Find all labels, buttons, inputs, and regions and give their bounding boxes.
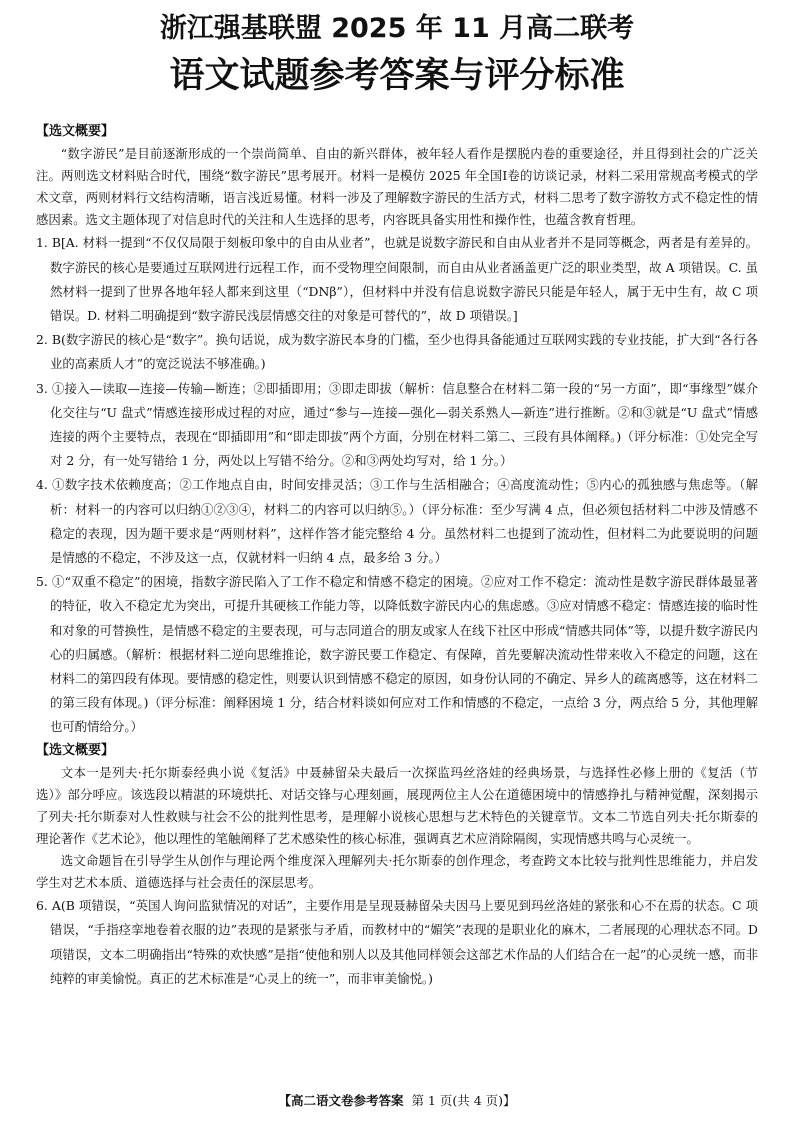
summary-paragraph-1: “数字游民”是目前逐渐形成的一个崇尚简单、自由的新兴群体，被年轻人看作是摆脱内卷的重要途径，并且得到社会的广泛关注。两则选文材料贴合时代，围绕“数字游民”思考展开。材料一是模仿 2025 年全国Ⅰ卷的访谈记录，材料二采用常规高考模式的学术文章，两则材料行文结构清晰，语言浅近易懂。材料一涉及了理解数字游民的生活方式，材料二思考了数字游牧方式不稳定性的情感因素。选文主题体现了对信息时代的关注和人生选择的思考，内容既具备实用性和操作性，也蕴含教育哲理。 <box>36 146 758 228</box>
answer-2: 2. B(数字游民的核心是“数字”。换句话说，成为数字游民本身的门槛，至少也得具备能通过互联网实践的专业技能，扩大到“各行各业的高素质人才”的宽泛说法不够准确。) <box>36 332 758 372</box>
summary-paragraph-3: 选文命题旨在引导学生从创作与理论两个维度深入理解列夫·托尔斯泰的创作理念，考查跨文本比较与批判性思维能力，并启发学生对艺术本质、道德选择与社会责任的深层思考。 <box>36 853 758 891</box>
section-heading-2: 【选文概要】 <box>36 742 115 758</box>
document-body <box>36 121 758 991</box>
section-heading-1: 【选文概要】 <box>36 124 115 139</box>
page-footer <box>0 1091 794 1111</box>
answer-4: 4. ①数字技术依赖度高；②工作地点自由，时间安排灵活；③工作与生活相融合；④高度流动性；⑤内心的孤独感与焦虑等。（解析：材料一的内容可以归纳①②③④，材料二的内容可以归纳⑤。）（评分标准：至少写满 4 点，但必须包括材料二中涉及情感不稳定的表现，因为题干要求是“两则材料”，这样作答才能完整给 4 分。虽然材料二也提到了流动性，但材料二为此要说明的问题是情感的不稳定，不涉及这一点，仅就材料一归纳 4 点，最多给 3 分。） <box>36 477 758 566</box>
summary-paragraph-2: 文本一是列夫·托尔斯泰经典小说《复活》中聂赫留朵夫最后一次探监玛丝洛娃的经典场景，与选择性必修上册的《复活（节选）》部分呼应。该选段以精湛的环境烘托、对话交锋与心理刻画，展现两位主人公在道德困境中的情感挣扎与精神觉醒，深刻揭示了列夫·托尔斯泰对人性救赎与社会不公的批判性思考，是理解小说核心思想与艺术特色的关键章节。文本二节选自列夫·托尔斯泰的理论著作《艺术论》，他以理性的笔触阐释了艺术感染性的核心标准，强调真艺术应消除隔阂，实现情感共鸣与心灵统一。 <box>36 764 758 846</box>
exam-title: 浙江强基联盟 2025 年 11 月高二联考 <box>159 13 635 44</box>
answer-5: 5. ①“双重不稳定”的困境，指数字游民陷入了工作不稳定和情感不稳定的困境。②应对工作不稳定：流动性是数字游民群体最显著的特征，收入不稳定尤为突出，可提升其硬核工作能力等，以降低数字游民内心的焦虑感。③应对情感不稳定：情感连接的临时性和对象的可替换性，是情感不稳定的主要表现，可与志同道合的朋友或家人在线下社区中形成“情感共同体”等，以提升数字游民内心的归属感。（解析：根据材料二逆向思维推论，数字游民要工作稳定、有保障，首先要解决流动性带来收入不稳定的问题，这在材料二的第四段有体现。要情感的稳定性，则要认识到情感不稳定的原因，如身份认同的不确定、异乡人的疏离感等，这在材料二的第三段有体现。)（评分标准：阐释困境 1 分，结合材料谈如何应对工作和情感的不稳定，一点给 3 分，两点给 5 分，其他理解也可酌情给分。） <box>36 574 758 735</box>
answer-1: 1. B[A. 材料一提到“不仅仅局限于刻板印象中的自由从业者”，也就是说数字游民和自由从业者并不是同等概念，两者是有差异的。数字游民的核心是要通过互联网进行远程工作，而不受物理空间限制，而自由从业者涵盖更广泛的职业类型，故 A 项错误。C. 虽然材料一提到了世界各地年轻人都来到这里（“DNβ”），但材料中并没有信息说数字游民只能是年轻人，属于无中生有，故 C 项错误。D. 材料二明确提到“数字游民浅层情感交往的对象是可替代的”，故 D 项错误。] <box>36 235 758 323</box>
answer-6: 6. A(B 项错误，“英国人询问监狱情况的对话”，主要作用是呈现聂赫留朵夫因马上要见到玛丝洛娃的紧张和心不在焉的状态。C 项错误，“手指痉挛地卷着衣服的边”表现的是紧张与矛盾，而教材中的“媚笑”表现的是职业化的麻木，二者展现的心理状态不同。D 项错误，文本二明确指出“特殊的欢快感”是指“使他和别人以及其他同样领会这部艺术作品的人们结合在一起”的心灵统一感，而非纯粹的审美愉悦。真正的艺术标准是“心灵上的统一”，而非审美愉悦。) <box>36 898 758 986</box>
footer-page-number: 第 1 页(共 4 页)】 <box>411 1093 516 1108</box>
footer-label: 【高二语文卷参考答案 <box>278 1093 404 1108</box>
document-title: 语文试题参考答案与评分标准 <box>169 56 625 96</box>
answer-3: 3. ①接入—读取—连接—传输—断连；②即插即用；③即走即拔（解析：信息整合在材料二第一段的“另一方面”，即“事缘型”媒介化交往与“U 盘式”情感连接形成过程的对应，通过“参与—连接—强化—弱关系熟人—新连”进行推断。②和③就是“U 盘式”情感连接的两个主要特点，表现在“即插即用”和“即走即拔”两个方面，分别在材料二第二、三段有具体阐释。)（评分标准：①处完全写对 2 分，有一处写错给 1 分，两处以上写错不给分。②和③两处均写对，给 1 分。） <box>36 380 758 469</box>
